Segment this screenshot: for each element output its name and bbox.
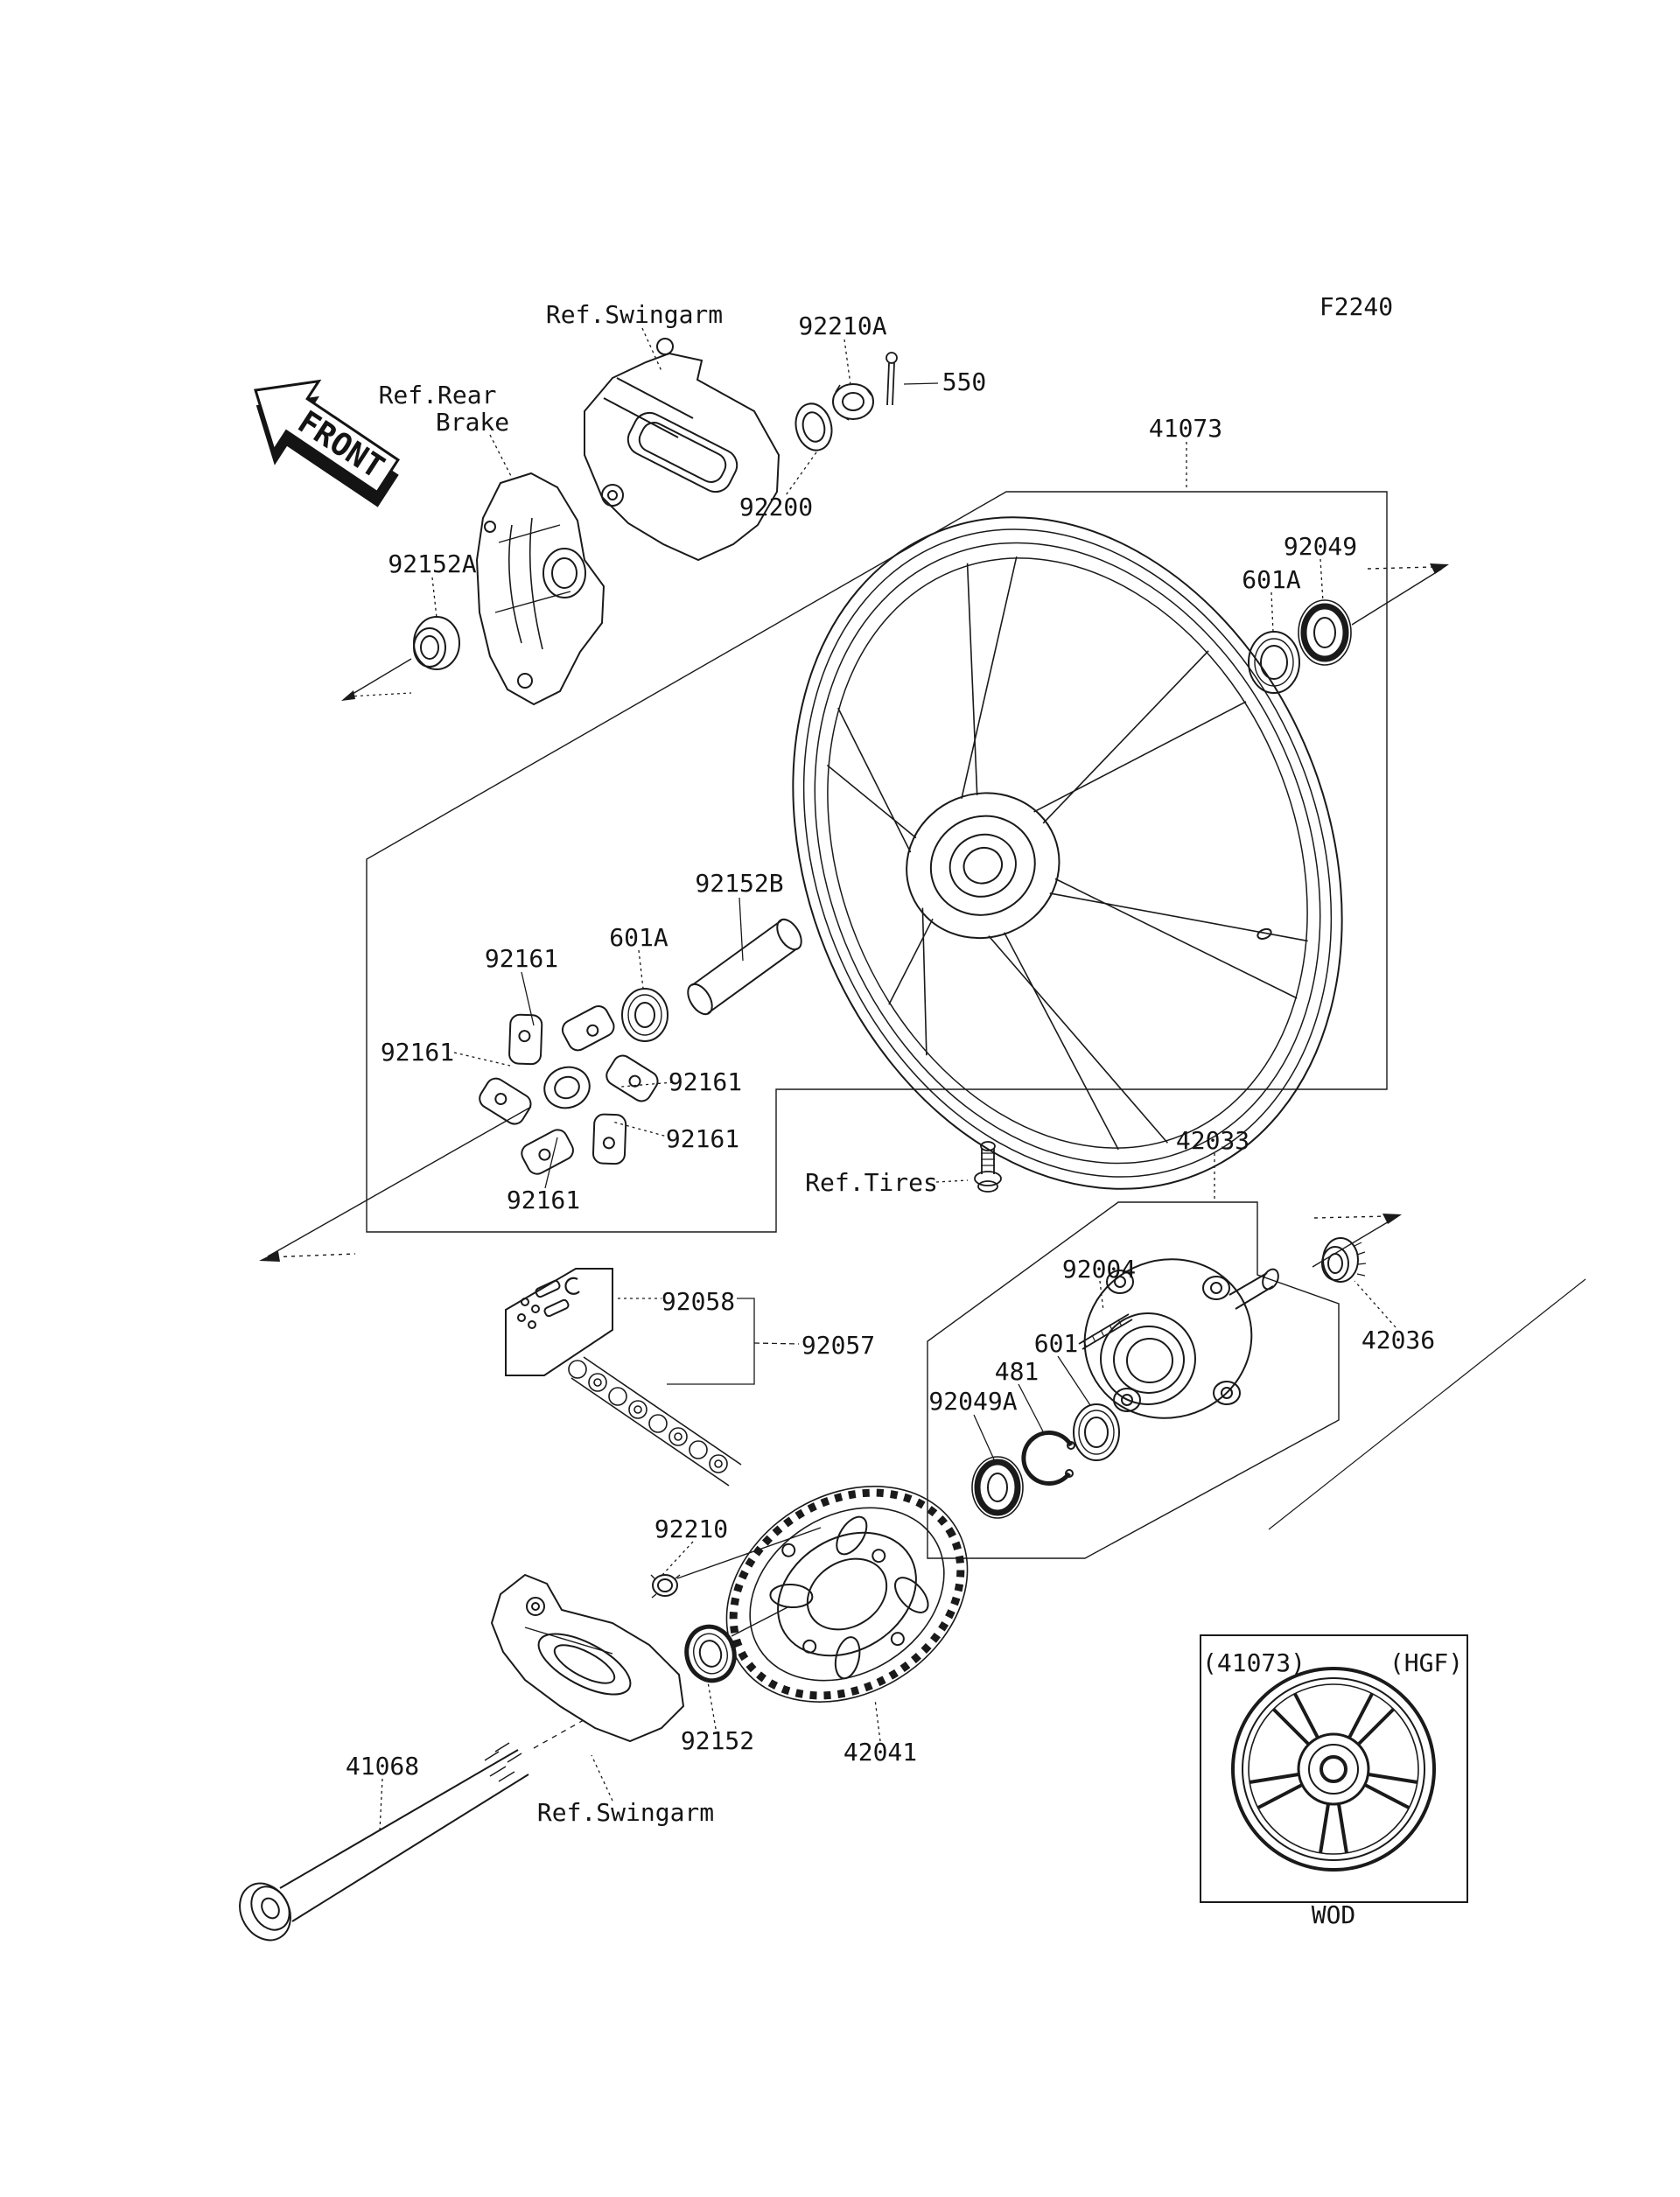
swingarm-end-top: [584, 339, 779, 560]
part-label-550: 550: [942, 367, 987, 396]
bearing-601a-left: [622, 989, 668, 1041]
part-label-ref-rear: Ref.Rear: [378, 381, 497, 409]
part-label-92049a: 92049A: [928, 1387, 1018, 1416]
part-label-601a-right: 601A: [1242, 565, 1301, 594]
bearing-601a-right: [1249, 632, 1299, 693]
spacer-92152b: [683, 915, 807, 1018]
cap-42036: [1322, 1238, 1366, 1282]
part-label-92161-right1: 92161: [668, 1067, 743, 1096]
part-label-92210: 92210: [654, 1515, 729, 1543]
chain-92057: [569, 1357, 741, 1486]
part-label-92161-right2: 92161: [665, 1124, 740, 1153]
masterlink-92058: [506, 1269, 612, 1375]
part-label-92152a: 92152A: [388, 549, 477, 578]
part-label-601a-left: 601A: [609, 923, 668, 952]
seal-92049a: [972, 1457, 1023, 1518]
cotter-pin-550: [886, 353, 897, 405]
damper-coupling-92161: [454, 976, 683, 1202]
part-label-92152: 92152: [680, 1726, 755, 1755]
part-label-92200: 92200: [738, 493, 814, 521]
part-label-481: 481: [994, 1357, 1040, 1386]
part-label-92058: 92058: [661, 1287, 736, 1316]
part-label-41073: 41073: [1148, 414, 1223, 443]
washer-92200: [791, 400, 836, 454]
seal-92049: [1298, 600, 1351, 665]
sprocket-42041: [677, 1443, 1008, 1746]
part-label-92161-bottom: 92161: [506, 1186, 581, 1214]
part-label-42036: 42036: [1361, 1326, 1436, 1354]
front-arrow-label: FRONT: [290, 404, 391, 486]
part-label-brake: Brake: [435, 408, 510, 437]
part-label-92152b: 92152B: [695, 869, 784, 898]
part-label-42041: 42041: [843, 1738, 918, 1767]
circlip-481: [1024, 1432, 1074, 1483]
axis-arrow-wheel: [1352, 563, 1449, 625]
part-label-ref-swingarm-bottom: Ref.Swingarm: [536, 1798, 715, 1827]
part-label-92161-top: 92161: [484, 944, 559, 973]
part-label-inset-41073: (41073): [1201, 1648, 1306, 1677]
axis-arrow-damper: [259, 1107, 531, 1262]
swingarm-adjuster-bottom: [492, 1575, 683, 1741]
part-label-inset-wod: WOD: [1311, 1900, 1356, 1929]
part-label-ref-tires: Ref.Tires: [805, 1168, 938, 1197]
part-label-92057: 92057: [801, 1331, 876, 1360]
part-label-f2240: F2240: [1319, 292, 1394, 321]
part-label-601: 601: [1033, 1329, 1079, 1358]
part-label-92049: 92049: [1283, 532, 1358, 561]
part-label-42033: 42033: [1175, 1126, 1250, 1155]
part-label-inset-hgf: (HGF): [1389, 1648, 1464, 1677]
part-label-41068: 41068: [345, 1752, 420, 1781]
collar-92152a: [341, 617, 459, 701]
rear-brake-bracket: [477, 473, 604, 704]
sprocket-nut-92210: [651, 1575, 680, 1598]
part-label-92004: 92004: [1061, 1255, 1137, 1284]
part-label-92161-left: 92161: [380, 1038, 455, 1067]
part-label-92210a: 92210A: [798, 311, 887, 340]
bearing-601: [1074, 1404, 1119, 1460]
part-label-ref-swingarm-top: Ref.Swingarm: [545, 300, 724, 329]
axis-arrow-hub: [1269, 1214, 1586, 1529]
axle-nut-92210a: [833, 384, 873, 420]
